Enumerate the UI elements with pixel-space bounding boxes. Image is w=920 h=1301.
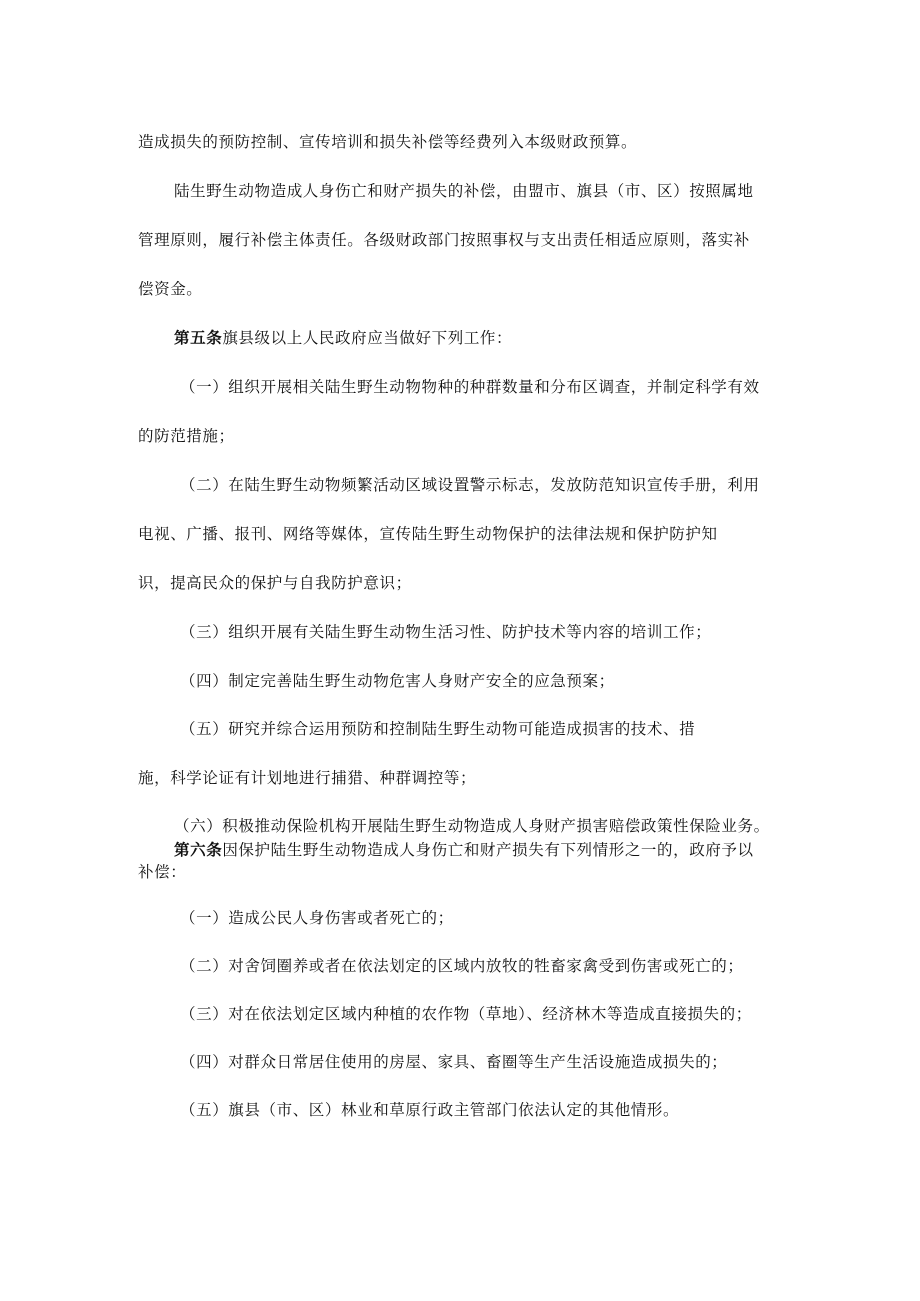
article-5-item-2-line-1: （二）在陆生野生动物频繁活动区域设置警示标志，发放防范知识宣传手册，利用 bbox=[180, 476, 760, 494]
article-6-item-5: （五）旗县（市、区）林业和草原行政主管部门依法认定的其他情形。 bbox=[180, 1101, 680, 1119]
article-6-text-line-1: 因保护陆生野生动物造成人身伤亡和财产损失有下列情形之一的，政府予以 bbox=[222, 841, 754, 859]
article-5-item-2-line-2: 电视、广播、报刊、网络等媒体，宣传陆生野生动物保护的法律法规和保护防护知 bbox=[138, 525, 718, 543]
article-5 bbox=[174, 327, 512, 349]
article-5-item-6: （六）积极推动保险机构开展陆生野生动物造成人身财产损害赔偿政策性保险业务。 bbox=[174, 817, 770, 835]
article-6-label: 第六条 bbox=[174, 841, 223, 859]
article-6-text-line-2: 补偿： bbox=[138, 863, 187, 881]
paragraph-intro-tail: 造成损失的预防控制、宣传培训和损失补偿等经费列入本级财政预算。 bbox=[138, 133, 638, 151]
article-5-label: 第五条 bbox=[174, 329, 223, 347]
article-5-item-1-line-2: 的防范措施； bbox=[138, 427, 235, 445]
article-5-item-2-line-3: 识，提高民众的保护与自我防护意识； bbox=[138, 574, 412, 592]
article-6-item-4: （四）对群众日常居住使用的房屋、家具、畜圈等生产生活设施造成损失的； bbox=[180, 1053, 728, 1071]
article-5-item-5-line-1: （五）研究并综合运用预防和控制陆生野生动物可能造成损害的技术、措 bbox=[180, 720, 696, 738]
article-5-item-5-line-2: 施，科学论证有计划地进行捕猎、种群调控等； bbox=[138, 769, 477, 787]
article-6-item-1: （一）造成公民人身伤害或者死亡的； bbox=[180, 909, 454, 927]
article-6-item-2: （二）对舍饲圈养或者在依法划定的区域内放牧的牲畜家禽受到伤害或死亡的； bbox=[180, 957, 744, 975]
article-5-item-1-line-1: （一）组织开展相关陆生野生动物物种的种群数量和分布区调查，并制定科学有效 bbox=[180, 378, 760, 396]
article-5-item-3: （三）组织开展有关陆生野生动物生活习性、防护技术等内容的培训工作； bbox=[180, 623, 712, 641]
paragraph-compensation-line-3: 偿资金。 bbox=[138, 280, 203, 298]
paragraph-compensation-line-1: 陆生野生动物造成人身伤亡和财产损失的补偿，由盟市、旗县（市、区）按照属地 bbox=[174, 182, 754, 200]
article-5-item-4: （四）制定完善陆生野生动物危害人身财产安全的应急预案； bbox=[180, 672, 615, 690]
article-6-item-3: （三）对在依法划定区域内种植的农作物（草地）、经济林木等造成直接损失的； bbox=[180, 1005, 752, 1023]
article-5-text: 旗县级以上人民政府应当做好下列工作： bbox=[222, 329, 513, 347]
paragraph-compensation-line-2: 管理原则，履行补偿主体责任。各级财政部门按照事权与支出责任相适应原则，落实补 bbox=[138, 231, 750, 249]
article-6 bbox=[174, 839, 754, 861]
